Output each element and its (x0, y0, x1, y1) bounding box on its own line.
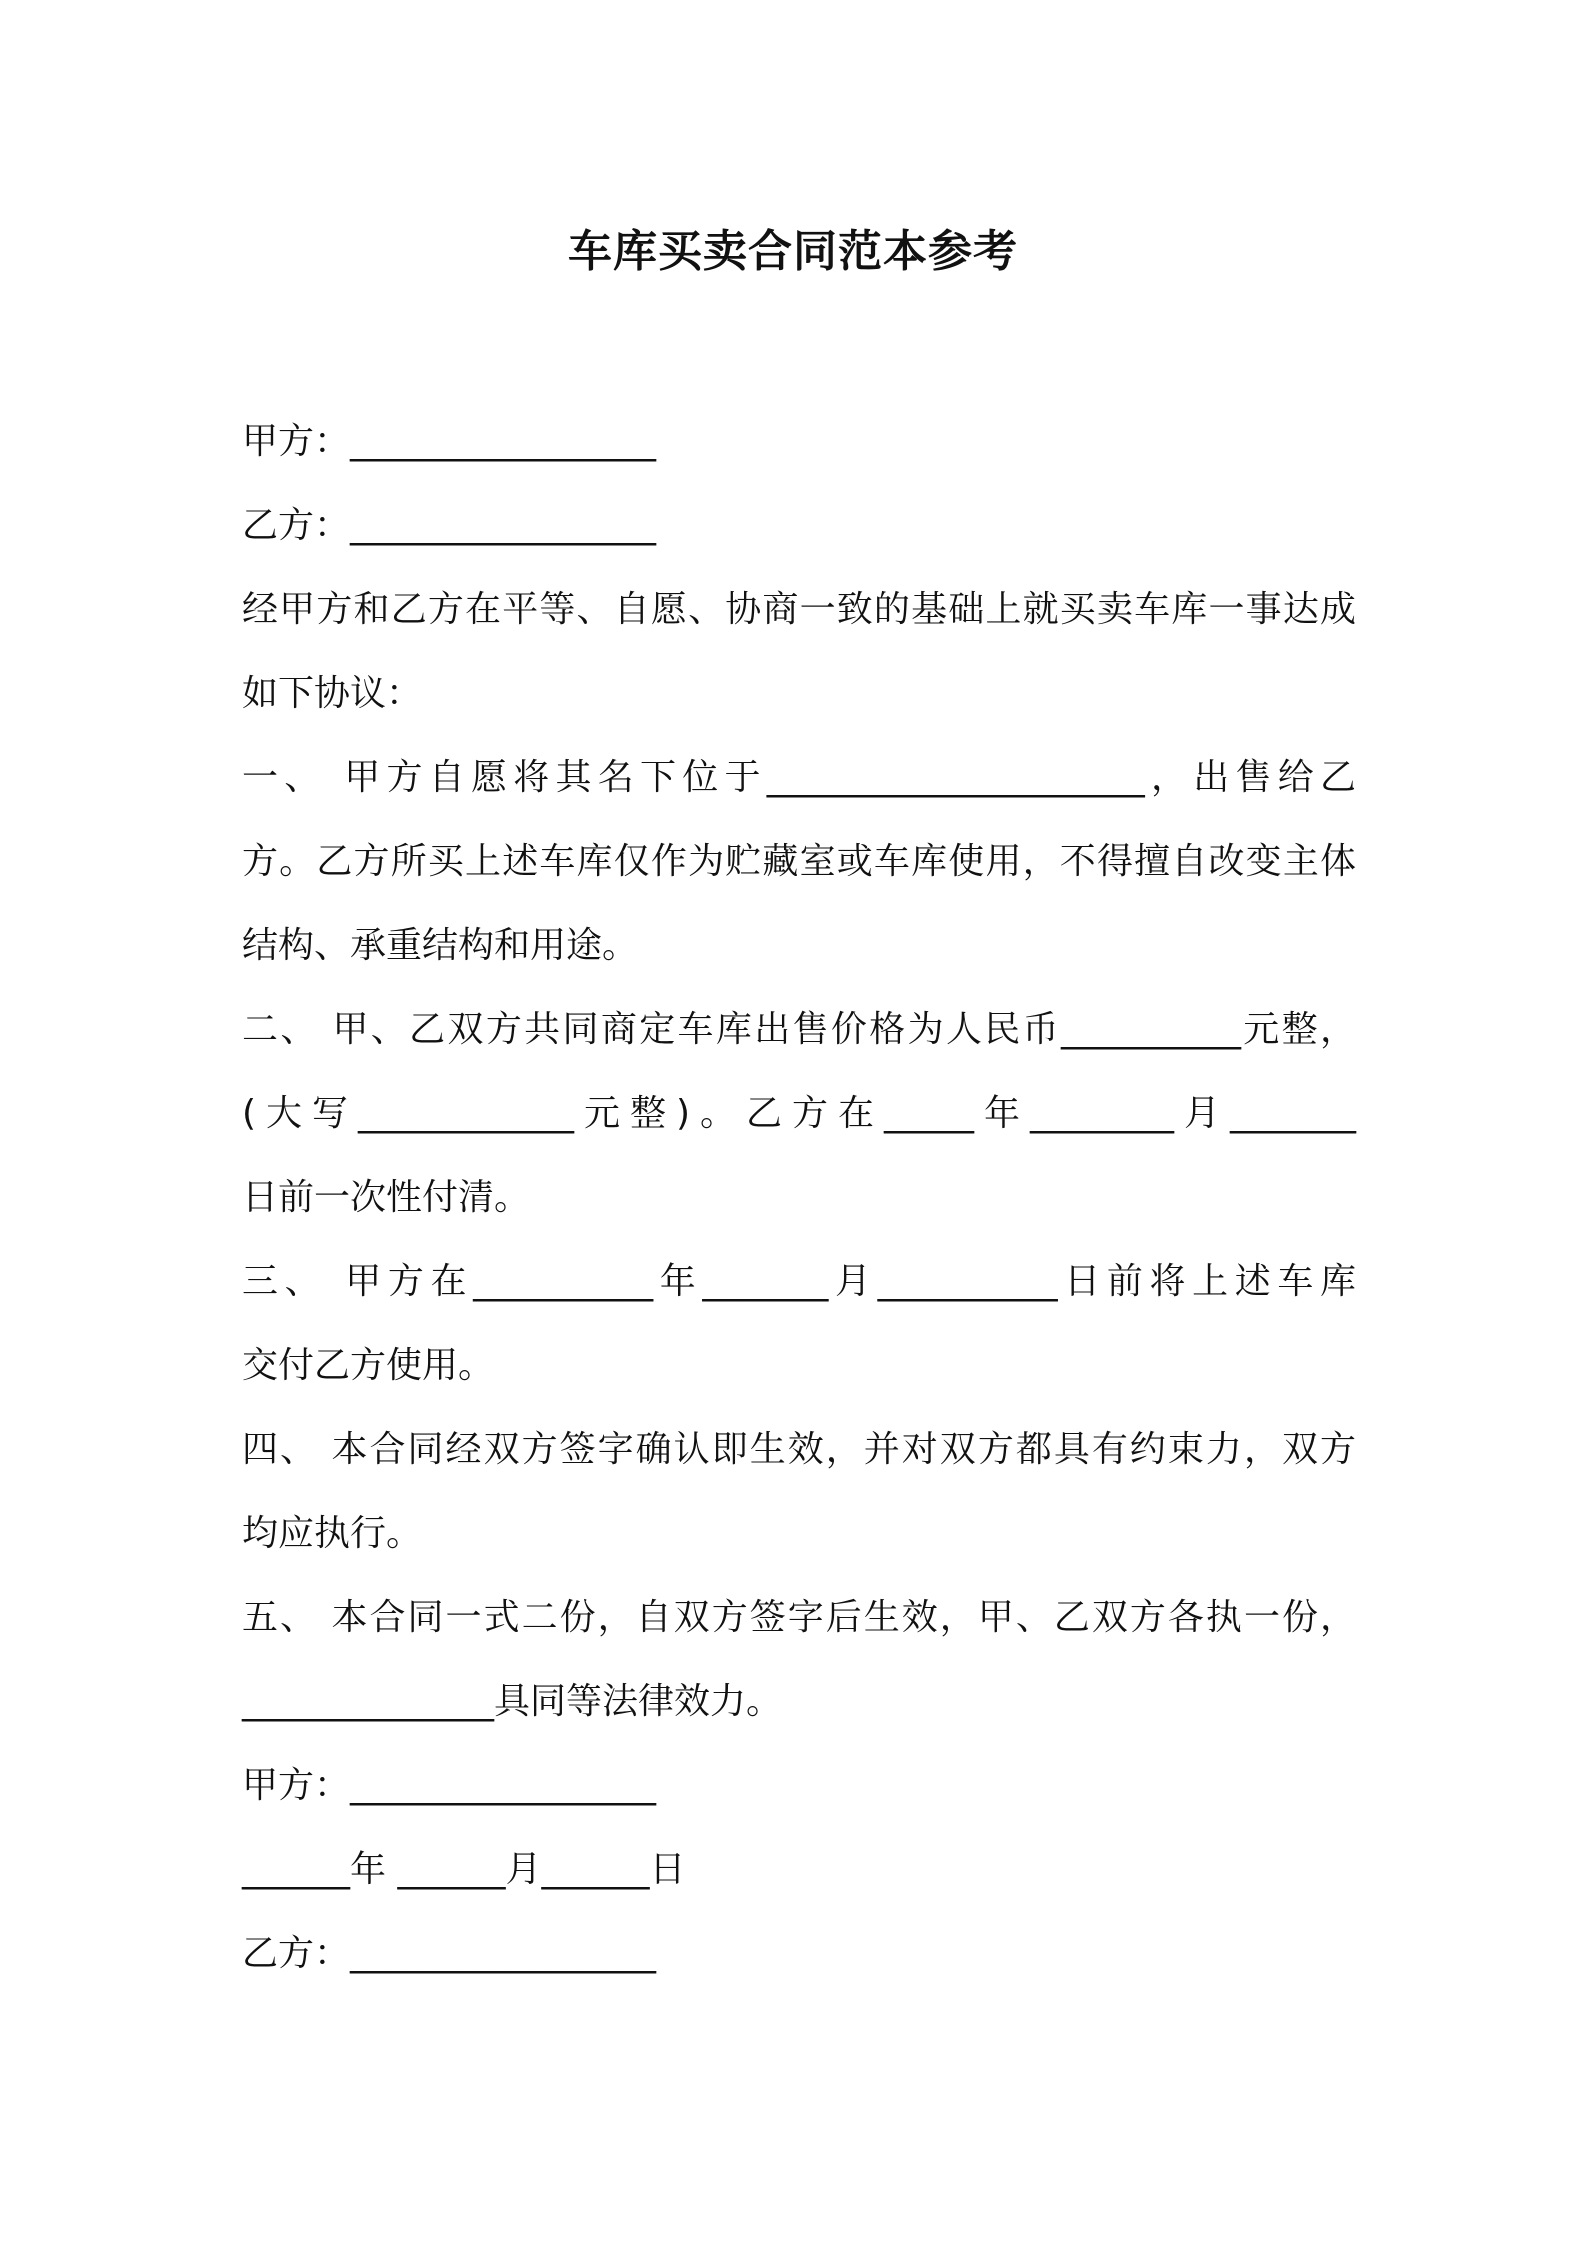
clause-4-line-1: 四、 本合同经双方签字确认即生效，并对双方都具有约束力，双方 (242, 1429, 1356, 1470)
signature-party-a: 甲方：_________________ (242, 1765, 657, 1806)
clause-1-line-1: 一、 甲方自愿将其名下位于_____________________，出售给乙 (242, 757, 1356, 798)
party-a-line: 甲方：_________________ (242, 421, 657, 462)
party-b-line: 乙方：_________________ (242, 505, 657, 546)
clause-3-line-1: 三、 甲方在__________年_______月__________日前将上述车库 (242, 1261, 1356, 1302)
clause-3-line-2: 交付乙方使用。 (242, 1345, 495, 1386)
signature-party-b: 乙方：_________________ (242, 1933, 657, 1974)
clause-5-line-2: ______________具同等法律效力。 (242, 1681, 783, 1722)
contract-body (242, 400, 1356, 1996)
preamble-line-1: 经甲方和乙方在平等、自愿、协商一致的基础上就买卖车库一事达成 (242, 589, 1356, 630)
clause-1-line-2: 方。乙方所买上述车库仅作为贮藏室或车库使用，不得擅自改变主体 (242, 841, 1356, 882)
clause-2-line-1: 二、 甲、乙双方共同商定车库出售价格为人民币__________元整， (242, 1009, 1356, 1050)
clause-5-line-1: 五、 本合同一式二份，自双方签字后生效，甲、乙双方各执一份， (242, 1597, 1356, 1638)
document-title: 车库买卖合同范本参考 (568, 226, 1018, 277)
clause-4-line-2: 均应执行。 (242, 1513, 423, 1554)
signature-date: ______年 ______月______日 (242, 1849, 686, 1890)
clause-2-line-2: (大写____________元整)。乙方在_____年________月_______ (242, 1093, 1356, 1134)
clause-2-line-3: 日前一次性付清。 (242, 1177, 531, 1218)
clause-1-line-3: 结构、承重结构和用途。 (242, 925, 639, 966)
preamble-line-2: 如下协议： (242, 673, 423, 714)
